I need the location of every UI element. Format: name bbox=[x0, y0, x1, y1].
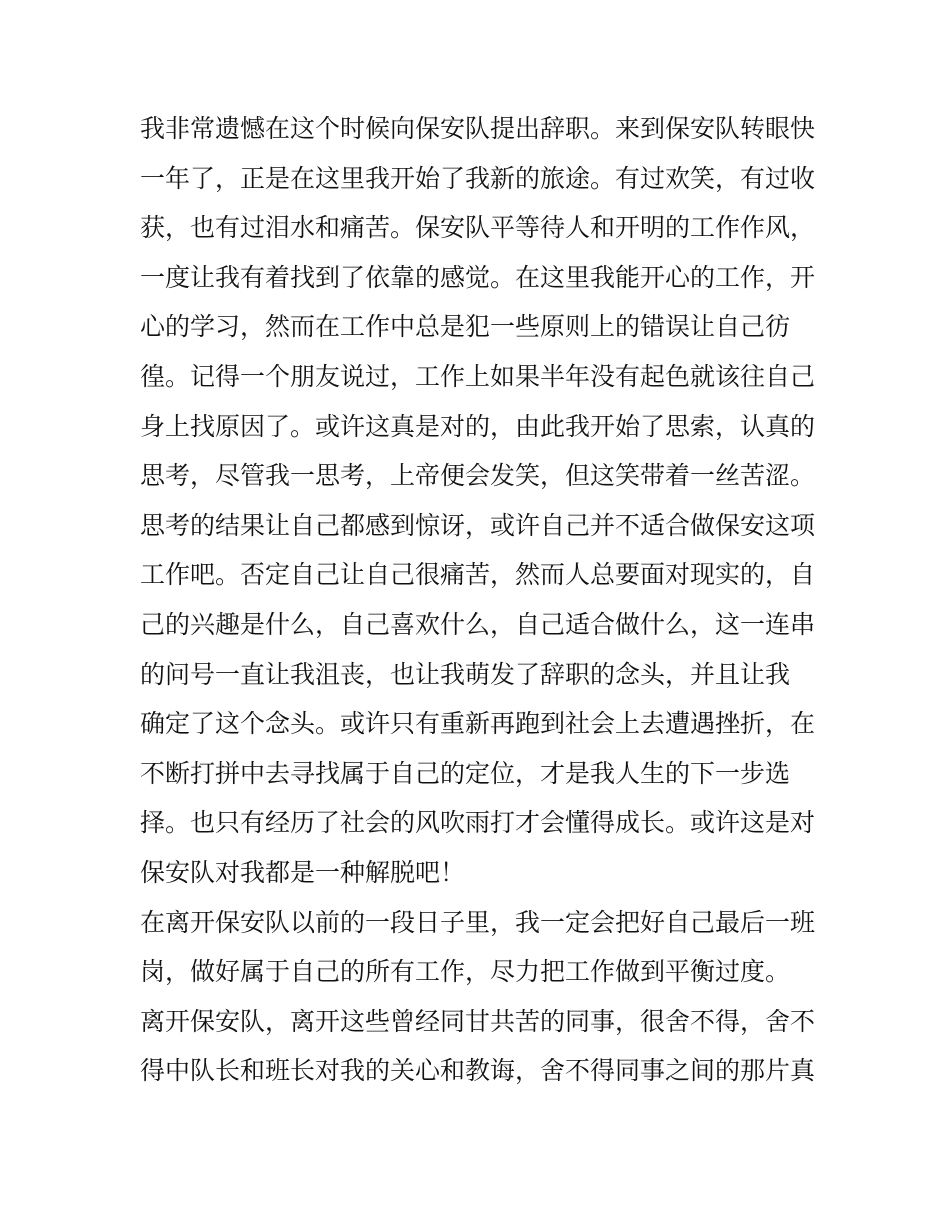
text-line: 身上找原因了。或许这真是对的，由此我开始了思索，认真的 bbox=[140, 411, 816, 441]
text-line: 在离开保安队以前的一段日子里，我一定会把好自己最后一班 bbox=[140, 907, 816, 937]
text-line: 心的学习，然而在工作中总是犯一些原则上的错误让自己彷 bbox=[140, 312, 791, 342]
text-line: 工作吧。否定自己让自己很痛苦，然而人总要面对现实的，自 bbox=[140, 560, 816, 590]
text-line: 己的兴趣是什么，自己喜欢什么，自己适合做什么，这一连串 bbox=[140, 609, 816, 639]
resignation-letter-body bbox=[140, 104, 820, 1096]
text-line: 我非常遗憾在这个时候向保安队提出辞职。来到保安队转眼快 bbox=[140, 114, 816, 143]
text-line: 徨。记得一个朋友说过，工作上如果半年没有起色就该往自己 bbox=[140, 361, 816, 391]
text-line: 思考的结果让自己都感到惊讶，或许自己并不适合做保安这项 bbox=[140, 510, 816, 540]
text-line: 获，也有过泪水和痛苦。保安队平等待人和开明的工作作风， bbox=[140, 213, 816, 243]
text-line: 一度让我有着找到了依靠的感觉。在这里我能开心的工作，开 bbox=[140, 262, 816, 292]
text-line: 的问号一直让我沮丧，也让我萌发了辞职的念头，并且让我 bbox=[140, 659, 791, 689]
text-line: 保安队对我都是一种解脱吧！ bbox=[140, 857, 466, 887]
text-line: 一年了，正是在这里我开始了我新的旅途。有过欢笑，有过收 bbox=[140, 163, 816, 193]
text-line: 思考，尽管我一思考，上帝便会发笑，但这笑带着一丝苦涩。 bbox=[140, 461, 816, 491]
text-line: 择。也只有经历了社会的风吹雨打才会懂得成长。或许这是对 bbox=[140, 808, 816, 838]
text-line: 确定了这个念头。或许只有重新再跑到社会上去遭遇挫折，在 bbox=[140, 709, 816, 739]
text-line: 岗，做好属于自己的所有工作，尽力把工作做到平衡过度。 bbox=[140, 957, 791, 987]
text-line: 离开保安队，离开这些曾经同甘共苦的同事，很舍不得，舍不 bbox=[140, 1006, 816, 1036]
text-line: 得中队长和班长对我的关心和教诲，舍不得同事之间的那片真 bbox=[140, 1056, 816, 1086]
text-line: 不断打拼中去寻找属于自己的定位，才是我人生的下一步选 bbox=[140, 758, 791, 788]
